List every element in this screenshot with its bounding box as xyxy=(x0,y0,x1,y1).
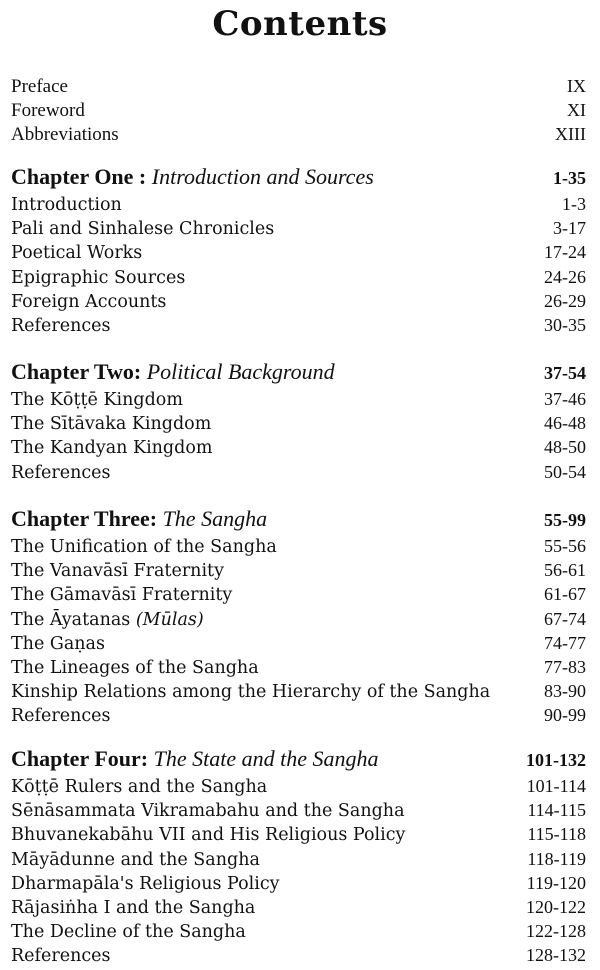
toc-row xyxy=(11,774,586,798)
toc-label: Māyādunne and the Sangha xyxy=(11,849,260,870)
toc-page: 90-99 xyxy=(544,705,586,726)
toc-page: 115-118 xyxy=(527,824,586,845)
chapter-heading xyxy=(11,744,586,774)
toc-row xyxy=(11,265,586,289)
toc-row xyxy=(11,192,586,216)
toc-row xyxy=(11,822,586,846)
toc-row xyxy=(11,943,586,967)
toc-row xyxy=(11,313,586,337)
chapter-prefix: Chapter Two: xyxy=(11,359,147,384)
toc-row xyxy=(11,582,586,606)
chapter-subtitle: The Sangha xyxy=(162,506,268,531)
toc-row xyxy=(11,411,586,435)
toc-page: 3-17 xyxy=(553,218,586,239)
toc-page: 83-90 xyxy=(544,681,586,702)
chapter-subtitle: The State and the Sangha xyxy=(153,746,379,771)
toc-page: 67-74 xyxy=(544,608,586,629)
toc-page: 118-119 xyxy=(527,848,586,869)
toc-label: The Lineages of the Sangha xyxy=(11,657,259,678)
toc-row xyxy=(11,631,586,655)
toc-row xyxy=(11,387,586,411)
toc-page: 77-83 xyxy=(544,656,586,677)
toc-page: 114-115 xyxy=(527,800,586,821)
toc-label: Foreword xyxy=(11,100,85,122)
toc-page: 55-56 xyxy=(544,536,586,556)
chapter-prefix: Chapter One : xyxy=(11,164,152,189)
toc-label: Foreign Accounts xyxy=(11,291,167,312)
front-matter xyxy=(11,74,586,147)
toc-page: XIII xyxy=(555,124,586,145)
toc-label: The Kōṭṭē Kingdom xyxy=(11,390,183,410)
toc-row xyxy=(11,558,586,582)
toc-page: 1-3 xyxy=(562,194,586,214)
toc-page: 61-67 xyxy=(544,584,586,605)
toc-label: Dharmapāla's Religious Policy xyxy=(11,873,280,894)
toc-label: The Sītāvaka Kingdom xyxy=(11,414,212,435)
toc-row xyxy=(11,679,586,703)
toc-row xyxy=(11,74,586,98)
toc-page: IX xyxy=(567,76,586,96)
toc-row xyxy=(11,289,586,313)
toc-row xyxy=(11,655,586,679)
chapter-heading xyxy=(11,357,586,387)
toc-label: Poetical Works xyxy=(11,243,143,264)
toc-label: The Gāmavāsī Fraternity xyxy=(11,585,233,606)
chapter-pages: 101-132 xyxy=(526,750,586,770)
chapter-pages: 55-99 xyxy=(544,510,586,530)
toc-page: 26-29 xyxy=(544,290,586,311)
chapter-pages: 1-35 xyxy=(553,168,586,188)
chapter-pages: 37-54 xyxy=(544,363,586,383)
toc-page: 128-132 xyxy=(526,945,586,966)
toc-label: Bhuvanekabāhu VII and His Religious Policy xyxy=(11,825,406,846)
toc-label: Introduction xyxy=(11,195,122,215)
toc-label: Rājasiṅha I and the Sangha xyxy=(11,897,256,918)
toc-page: 46-48 xyxy=(544,413,586,434)
toc-label: Pali and Sinhalese Chronicles xyxy=(11,219,275,240)
chapter-four xyxy=(11,744,586,968)
toc-page: 101-114 xyxy=(526,776,586,796)
toc-label: Preface xyxy=(11,76,68,97)
toc-page: 50-54 xyxy=(544,461,586,482)
toc-row xyxy=(11,240,586,264)
toc-label: Abbreviations xyxy=(11,124,119,146)
toc-row xyxy=(11,847,586,871)
toc-label: References xyxy=(11,462,111,483)
toc-label: Kōṭṭē Rulers and the Sangha xyxy=(11,777,268,797)
toc-label-main: The Āyatanas xyxy=(11,609,136,630)
toc-row xyxy=(11,216,586,240)
toc-row xyxy=(11,435,586,459)
toc-page: XI xyxy=(567,100,586,121)
toc-page: 74-77 xyxy=(544,632,586,653)
chapter-heading xyxy=(11,504,586,534)
toc-label: The Unification of the Sangha xyxy=(11,537,277,557)
toc-page: 48-50 xyxy=(544,437,586,458)
toc-label xyxy=(11,608,204,632)
toc-row xyxy=(11,98,586,122)
page-title: Contents xyxy=(212,4,388,44)
toc-page: 37-46 xyxy=(544,389,586,409)
toc-label: Kinship Relations among the Hierarchy of the Sangha xyxy=(11,682,491,703)
chapter-three xyxy=(11,504,586,728)
toc-label: References xyxy=(11,315,111,336)
chapter-prefix: Chapter Four: xyxy=(11,746,154,771)
toc-label: Sēnāsammata Vikramabahu and the Sangha xyxy=(11,801,405,822)
toc-row xyxy=(11,871,586,895)
chapter-subtitle: Introduction and Sources xyxy=(151,164,374,189)
toc-page: 56-61 xyxy=(544,560,586,581)
toc-label: The Gaṇas xyxy=(11,633,105,654)
toc-label: References xyxy=(11,946,111,967)
toc-row xyxy=(11,460,586,484)
toc-label-italic: (Mūlas) xyxy=(135,609,204,630)
toc-page: 122-128 xyxy=(526,921,586,942)
toc-label: References xyxy=(11,706,111,727)
chapter-two xyxy=(11,357,586,484)
toc-row xyxy=(11,895,586,919)
chapter-subtitle: Political Background xyxy=(146,359,335,384)
toc-page: 17-24 xyxy=(544,242,586,263)
toc-row xyxy=(11,798,586,822)
toc-page: 24-26 xyxy=(544,266,586,287)
toc-row xyxy=(11,703,586,727)
toc-label: Epigraphic Sources xyxy=(11,267,186,288)
toc-row xyxy=(11,534,586,558)
toc-label: The Decline of the Sangha xyxy=(11,922,246,943)
chapter-heading xyxy=(11,162,586,192)
toc-page: 30-35 xyxy=(544,314,586,335)
toc-page: 120-122 xyxy=(526,896,586,917)
toc-row xyxy=(11,607,586,631)
toc-page: 119-120 xyxy=(526,872,586,893)
toc-label: The Vanavāsī Fraternity xyxy=(11,561,224,582)
toc-row xyxy=(11,122,586,146)
chapter-prefix: Chapter Three: xyxy=(11,506,163,531)
chapter-one xyxy=(11,162,586,337)
toc-label: The Kandyan Kingdom xyxy=(11,438,213,459)
toc-row xyxy=(11,919,586,943)
